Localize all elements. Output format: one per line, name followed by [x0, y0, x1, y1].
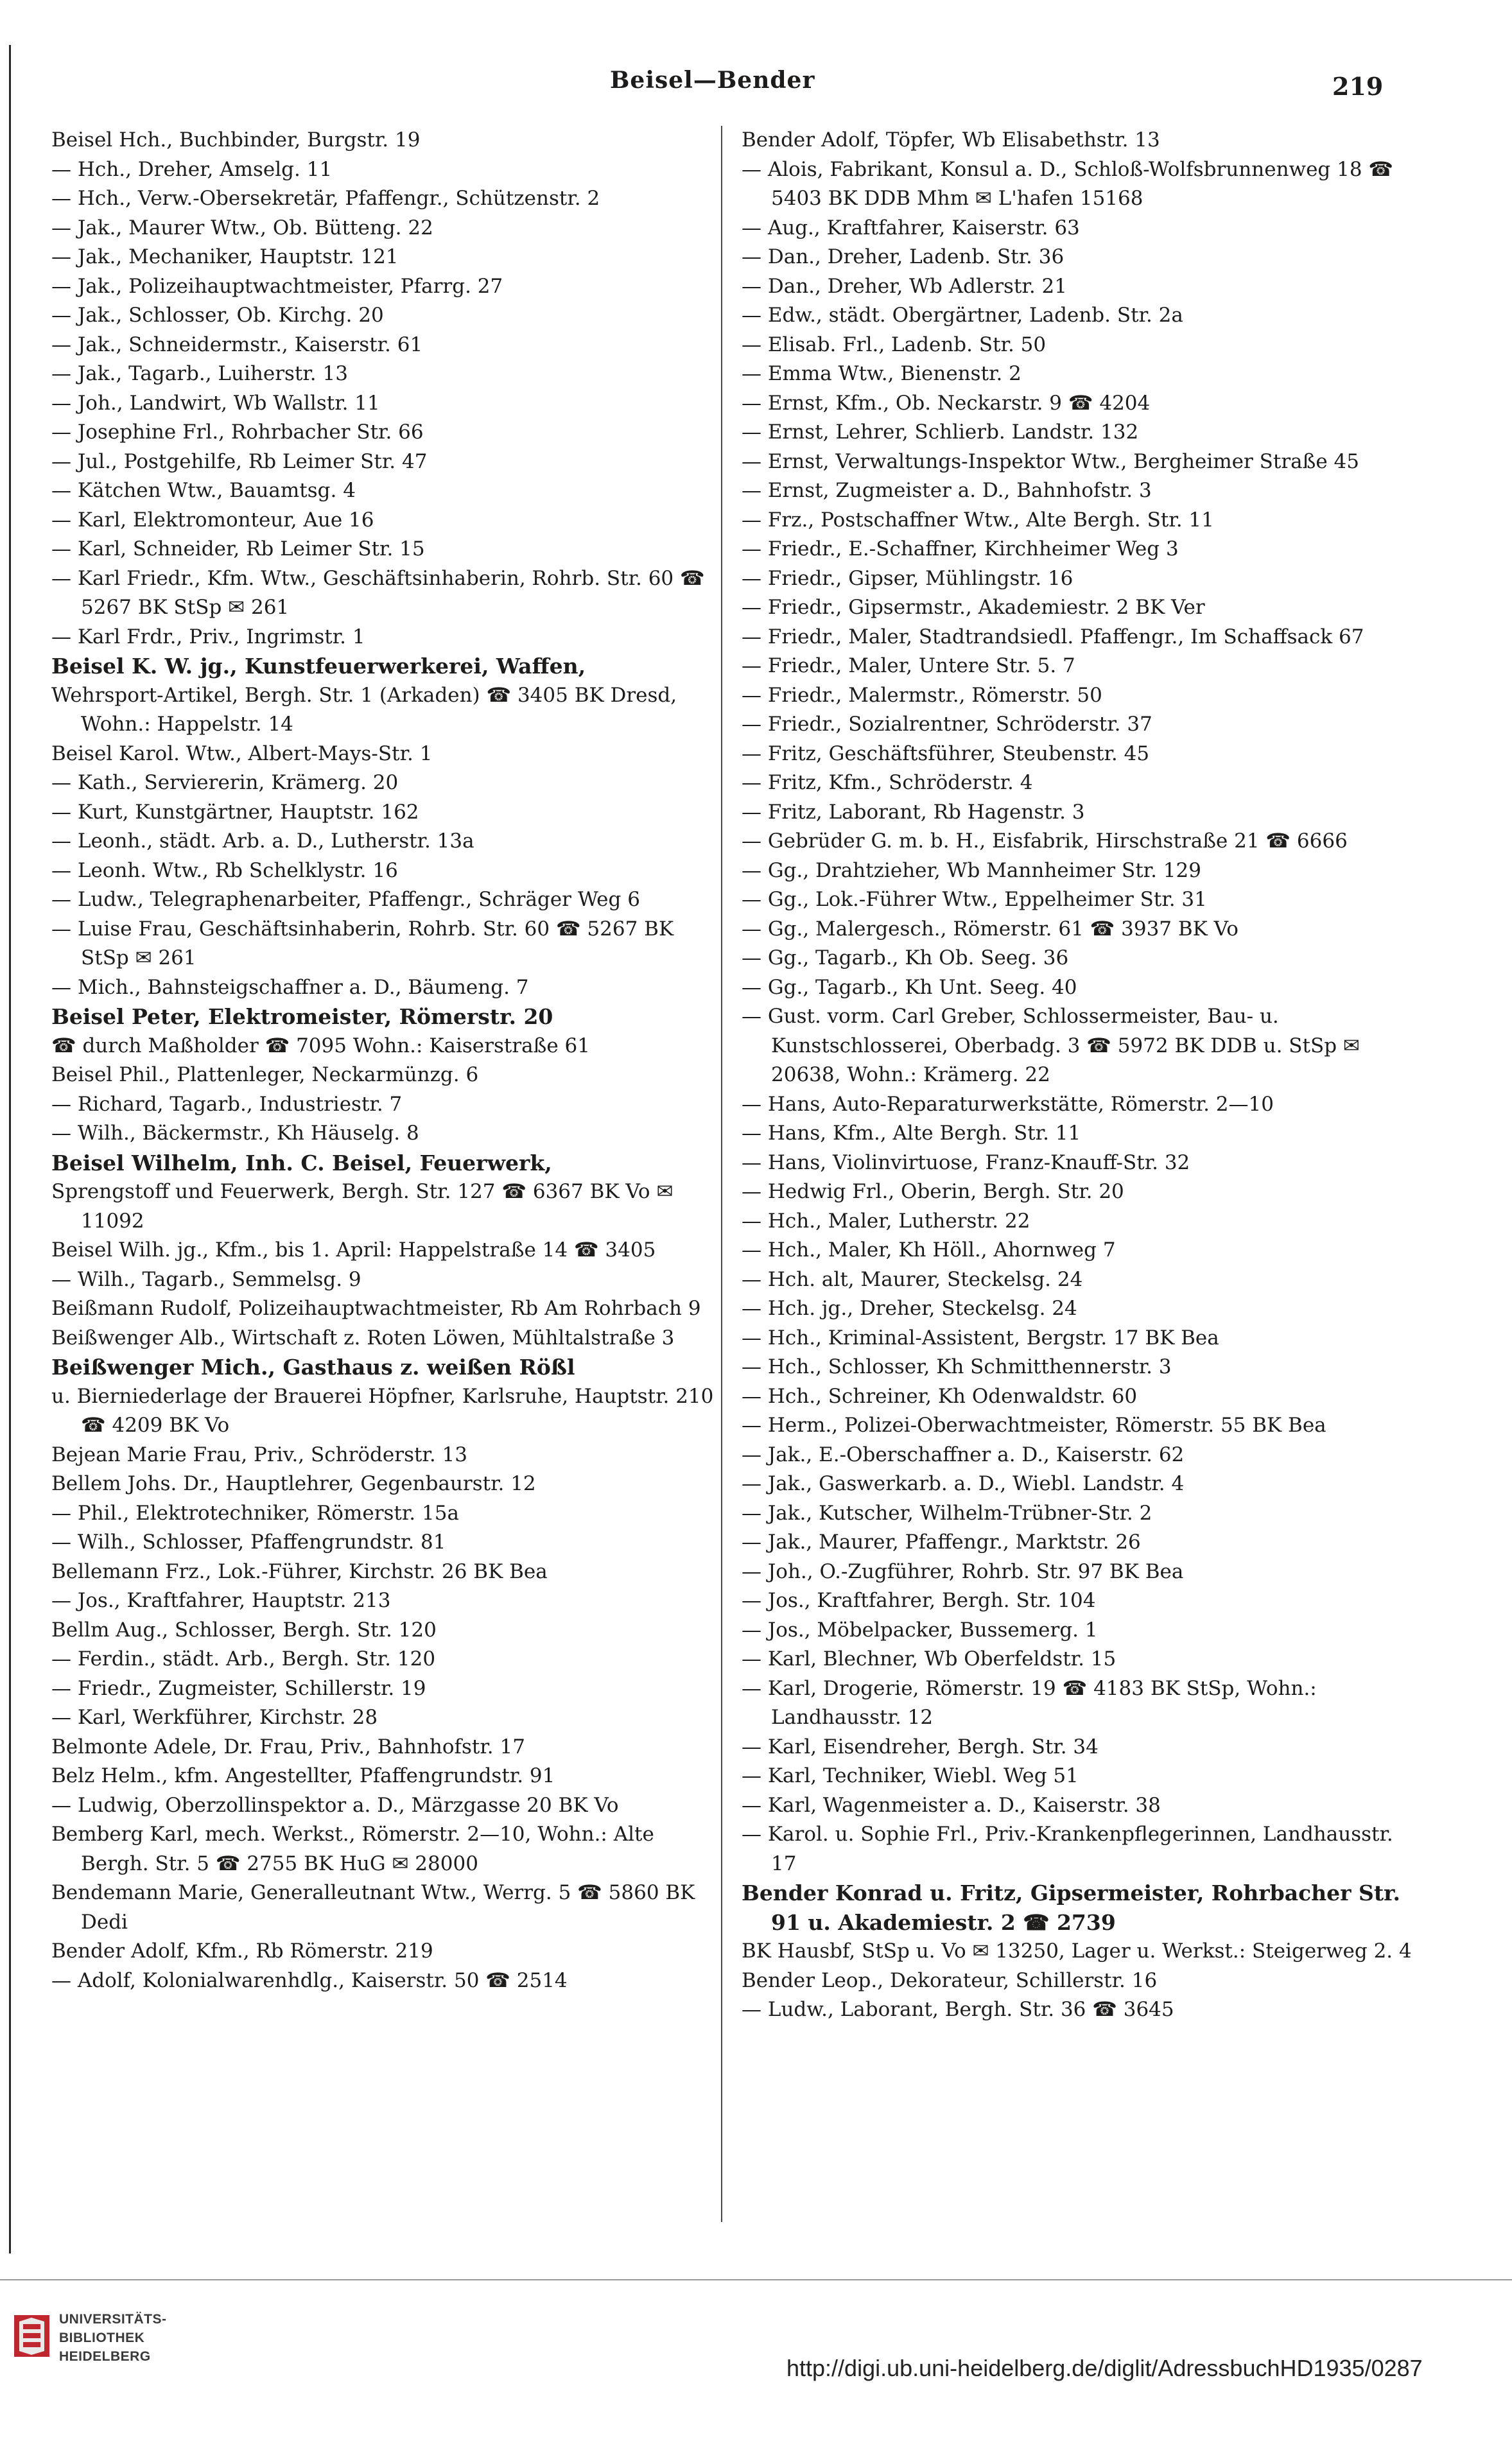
directory-entry: — Hch. jg., Dreher, Steckelsg. 24 [742, 1297, 1077, 1320]
left-column [51, 126, 722, 2244]
directory-entry: — Kath., Serviererin, Krämerg. 20 [51, 771, 399, 794]
directory-entry: Beisel Wilhelm, Inh. C. Beisel, Feuerwerk, [51, 1150, 552, 1176]
directory-entry: — Gg., Malergesch., Römerstr. 61 ☎ 3937 BK Vo [742, 917, 1238, 941]
directory-entry: — Hans, Violinvirtuose, Franz-Knauff-Str. 32 [742, 1150, 1190, 1174]
directory-entry: — Jos., Möbelpacker, Bussemerg. 1 [742, 1618, 1098, 1642]
directory-entry: — Friedr., Gipsermstr., Akademiestr. 2 BK Ver [742, 596, 1205, 619]
directory-entry: — Leonh., städt. Arb. a. D., Lutherstr. 13a [51, 829, 474, 853]
directory-entry: Beißwenger Mich., Gasthaus z. weißen Rößl [51, 1355, 575, 1380]
directory-entry: Bender Adolf, Kfm., Rb Römerstr. 219 [51, 1940, 433, 1963]
directory-entry: — Friedr., Malermstr., Römerstr. 50 [742, 683, 1102, 707]
directory-entry: — Hch., Maler, Lutherstr. 22 [742, 1209, 1030, 1233]
directory-entry: — Kätchen Wtw., Bauamtsg. 4 [51, 479, 356, 502]
directory-entry: — Gg., Drahtzieher, Wb Mannheimer Str. 129 [742, 858, 1201, 882]
directory-entry: — Fritz, Kfm., Schröderstr. 4 [742, 771, 1033, 794]
directory-entry: — Jos., Kraftfahrer, Bergh. Str. 104 [742, 1589, 1096, 1612]
running-head: Beisel—Bender [610, 67, 815, 94]
directory-entry: u. Bierniederlage der Brauerei Höpfner, Karlsruhe, Hauptstr. 210 ☎ 4209 BK Vo [51, 1384, 714, 1437]
directory-entry: Beisel Karol. Wtw., Albert-Mays-Str. 1 [51, 742, 433, 765]
directory-entry: — Gg., Tagarb., Kh Unt. Seeg. 40 [742, 975, 1077, 999]
directory-entry: — Jak., Tagarb., Luiherstr. 13 [51, 362, 348, 385]
footer-rule [0, 2279, 1512, 2280]
directory-entry: — Karl, Drogerie, Römerstr. 19 ☎ 4183 BK StSp, Wohn.: Landhausstr. 12 [742, 1676, 1317, 1729]
directory-entry: — Gg., Lok.-Führer Wtw., Eppelheimer Str. 31 [742, 888, 1207, 911]
directory-entry: — Aug., Kraftfahrer, Kaiserstr. 63 [742, 216, 1080, 239]
directory-entry: — Kurt, Kunstgärtner, Hauptstr. 162 [51, 800, 419, 824]
directory-entry: — Friedr., Zugmeister, Schillerstr. 19 [51, 1676, 426, 1700]
directory-entry: — Wilh., Tagarb., Semmelsg. 9 [51, 1267, 361, 1291]
directory-entry: — Jak., Maurer, Pfaffengr., Marktstr. 26 [742, 1531, 1141, 1554]
directory-entry: — Ernst, Lehrer, Schlierb. Landstr. 132 [742, 421, 1139, 444]
directory-entry: — Edw., städt. Obergärtner, Ladenb. Str. 2a [742, 304, 1183, 327]
directory-entry: — Ludw., Telegraphenarbeiter, Pfaffengr., Schräger Weg 6 [51, 888, 640, 911]
directory-entry: — Karl, Wagenmeister a. D., Kaiserstr. 38 [742, 1793, 1161, 1817]
directory-entry: — Hedwig Frl., Oberin, Bergh. Str. 20 [742, 1180, 1124, 1203]
directory-entry: — Hch., Maler, Kh Höll., Ahornweg 7 [742, 1238, 1116, 1262]
directory-entry: — Hch., Schlosser, Kh Schmitthennerstr. 3 [742, 1355, 1172, 1378]
directory-entry: — Joh., O.-Zugführer, Rohrb. Str. 97 BK Bea [742, 1559, 1184, 1583]
directory-entry: Bender Leop., Dekorateur, Schillerstr. 16 [742, 1968, 1158, 1992]
directory-entry: — Josephine Frl., Rohrbacher Str. 66 [51, 421, 424, 444]
directory-entry: — Emma Wtw., Bienenstr. 2 [742, 362, 1021, 385]
directory-entry: — Friedr., E.-Schaffner, Kirchheimer Weg 3 [742, 537, 1179, 560]
directory-entry: Bellm Aug., Schlosser, Bergh. Str. 120 [51, 1618, 437, 1642]
directory-entry: — Hch., Kriminal-Assistent, Bergstr. 17 BK Bea [742, 1326, 1219, 1350]
directory-entry: — Gust. vorm. Carl Greber, Schlossermeister, Bau- u. Kunstschlosserei, Oberbadg. 3 ☎ 5972 BK DDB u. StSp ✉ 20638, Wohn.: Krämerg. 22 [742, 1005, 1360, 1086]
directory-entry: — Karol. u. Sophie Frl., Priv.-Krankenpflegerinnen, Landhausstr. 17 [742, 1823, 1393, 1875]
directory-entry: — Karl, Eisendreher, Bergh. Str. 34 [742, 1735, 1099, 1758]
directory-entry: — Joh., Landwirt, Wb Wallstr. 11 [51, 391, 380, 415]
directory-entry: — Hch., Verw.-Obersekretär, Pfaffengr., Schützenstr. 2 [51, 187, 600, 210]
directory-entry: — Jak., E.-Oberschaffner a. D., Kaiserstr. 62 [742, 1443, 1185, 1466]
directory-entry: — Frz., Postschaffner Wtw., Alte Bergh. Str. 11 [742, 508, 1214, 532]
directory-entry: — Karl, Werkführer, Kirchstr. 28 [51, 1706, 378, 1729]
directory-entry: Beisel Phil., Plattenleger, Neckarmünzg. 6 [51, 1063, 479, 1086]
directory-entry: Beisel Hch., Buchbinder, Burgstr. 19 [51, 128, 421, 152]
directory-entry: Beisel Wilh. jg., Kfm., bis 1. April: Happelstraße 14 ☎ 3405 [51, 1238, 656, 1262]
source-url-link[interactable]: http://digi.ub.uni-heidelberg.de/diglit/AdressbuchHD1935/0287 [786, 2355, 1423, 2381]
directory-entry: Bellem Johs. Dr., Hauptlehrer, Gegenbaurstr. 12 [51, 1472, 536, 1495]
directory-entry: Belmonte Adele, Dr. Frau, Priv., Bahnhofstr. 17 [51, 1735, 525, 1758]
directory-entry: — Gebrüder G. m. b. H., Eisfabrik, Hirschstraße 21 ☎ 6666 [742, 829, 1348, 853]
directory-entry: — Gg., Tagarb., Kh Ob. Seeg. 36 [742, 946, 1069, 969]
directory-entry: — Ludw., Laborant, Bergh. Str. 36 ☎ 3645 [742, 1998, 1174, 2021]
directory-entry: — Ernst, Verwaltungs-Inspektor Wtw., Bergheimer Straße 45 [742, 449, 1359, 473]
directory-entry: Beißmann Rudolf, Polizeihauptwachtmeister, Rb Am Rohrbach 9 [51, 1297, 701, 1320]
directory-entry: — Elisab. Frl., Ladenb. Str. 50 [742, 333, 1047, 356]
library-seal-icon [14, 2315, 49, 2357]
directory-entry: — Friedr., Sozialrentner, Schröderstr. 37 [742, 713, 1152, 736]
directory-entry: Sprengstoff und Feuerwerk, Bergh. Str. 127 ☎ 6367 BK Vo ✉ 11092 [51, 1180, 673, 1233]
directory-entry: — Friedr., Maler, Untere Str. 5. 7 [742, 654, 1075, 677]
directory-entry: — Jak., Gaswerkarb. a. D., Wiebl. Landstr. 4 [742, 1472, 1185, 1495]
directory-entry: — Hch. alt, Maurer, Steckelsg. 24 [742, 1267, 1083, 1291]
directory-entry: — Jak., Schlosser, Ob. Kirchg. 20 [51, 304, 384, 327]
library-name-line: UNIVERSITÄTS- [59, 2312, 167, 2327]
directory-entry: — Mich., Bahnsteigschaffner a. D., Bäumeng. 7 [51, 975, 529, 999]
directory-entry: — Hans, Kfm., Alte Bergh. Str. 11 [742, 1122, 1081, 1145]
directory-entry: Bender Konrad u. Fritz, Gipsermeister, Rohrbacher Str. 91 u. Akademiestr. 2 ☎ 2739 [742, 1880, 1400, 1935]
directory-entry: — Friedr., Maler, Stadtrandsiedl. Pfaffengr., Im Schaffsack 67 [742, 625, 1364, 648]
directory-entry: Bejean Marie Frau, Priv., Schröderstr. 13 [51, 1443, 468, 1466]
directory-entry: — Wilh., Schlosser, Pfaffengrundstr. 81 [51, 1531, 446, 1554]
right-column [742, 126, 1412, 2244]
directory-entry: Beißwenger Alb., Wirtschaft z. Roten Löwen, Mühltalstraße 3 [51, 1326, 675, 1350]
directory-entry: — Adolf, Kolonialwarenhdlg., Kaiserstr. 50 ☎ 2514 [51, 1968, 568, 1992]
directory-entry: — Karl, Elektromonteur, Aue 16 [51, 508, 374, 532]
directory-entry: — Fritz, Laborant, Rb Hagenstr. 3 [742, 800, 1085, 824]
directory-entry: Beisel K. W. jg., Kunstfeuerwerkerei, Waffen, [51, 654, 586, 679]
directory-entry: — Dan., Dreher, Ladenb. Str. 36 [742, 245, 1064, 268]
directory-entry: — Ernst, Kfm., Ob. Neckarstr. 9 ☎ 4204 [742, 391, 1151, 415]
directory-entry: Bemberg Karl, mech. Werkst., Römerstr. 2—10, Wohn.: Alte Bergh. Str. 5 ☎ 2755 BK HuG ✉ 28000 [51, 1823, 654, 1875]
directory-entry: — Jak., Polizeihauptwachtmeister, Pfarrg. 27 [51, 274, 503, 298]
directory-entry: — Luise Frau, Geschäftsinhaberin, Rohrb. Str. 60 ☎ 5267 BK StSp ✉ 261 [51, 917, 674, 969]
directory-entry: — Jos., Kraftfahrer, Hauptstr. 213 [51, 1589, 391, 1612]
directory-entry: — Leonh. Wtw., Rb Schelklystr. 16 [51, 858, 398, 882]
directory-entry: — Karl, Blechner, Wb Oberfeldstr. 15 [742, 1647, 1117, 1671]
directory-entry: — Phil., Elektrotechniker, Römerstr. 15a [51, 1501, 459, 1525]
directory-entry: — Ernst, Zugmeister a. D., Bahnhofstr. 3 [742, 479, 1152, 502]
library-name-line: HEIDELBERG [59, 2349, 151, 2364]
directory-entry: BK Hausbf, StSp u. Vo ✉ 13250, Lager u. Werkst.: Steigerweg 2. 4 [742, 1940, 1412, 1963]
directory-entry: — Karl, Schneider, Rb Leimer Str. 15 [51, 537, 425, 560]
directory-entry: Bender Adolf, Töpfer, Wb Elisabethstr. 13 [742, 128, 1160, 152]
library-logo[interactable] [14, 2310, 207, 2413]
library-name-line: BIBLIOTHEK [59, 2331, 145, 2345]
directory-entry: — Dan., Dreher, Wb Adlerstr. 21 [742, 274, 1067, 298]
directory-entry: — Hch., Dreher, Amselg. 11 [51, 157, 333, 181]
directory-entry: — Fritz, Geschäftsführer, Steubenstr. 45 [742, 742, 1150, 765]
page-edge-rule [9, 45, 11, 2253]
directory-entry: — Richard, Tagarb., Industriestr. 7 [51, 1092, 403, 1116]
directory-entry: — Hans, Auto-Reparaturwerkstätte, Römerstr. 2—10 [742, 1092, 1274, 1116]
directory-entry: — Jak., Mechaniker, Hauptstr. 121 [51, 245, 399, 268]
directory-entry: Belz Helm., kfm. Angestellter, Pfaffengrundstr. 91 [51, 1764, 555, 1787]
directory-entry: — Ludwig, Oberzollinspektor a. D., Märzgasse 20 BK Vo [51, 1793, 619, 1817]
directory-entry: ☎ durch Maßholder ☎ 7095 Wohn.: Kaiserstraße 61 [51, 1034, 590, 1057]
directory-entry: — Jak., Kutscher, Wilhelm-Trübner-Str. 2 [742, 1501, 1152, 1525]
directory-entry: — Karl, Techniker, Wiebl. Weg 51 [742, 1764, 1079, 1787]
directory-entry: — Friedr., Gipser, Mühlingstr. 16 [742, 566, 1073, 590]
directory-entry: Bendemann Marie, Generalleutnant Wtw., Werrg. 5 ☎ 5860 BK Dedi [51, 1881, 695, 1934]
directory-entry: — Ferdin., städt. Arb., Bergh. Str. 120 [51, 1647, 436, 1671]
directory-entry: — Alois, Fabrikant, Konsul a. D., Schloß-Wolfsbrunnenweg 18 ☎ 5403 BK DDB Mhm ✉ L'hafen 15168 [742, 157, 1394, 210]
directory-entry: Wehrsport-Artikel, Bergh. Str. 1 (Arkaden) ☎ 3405 BK Dresd, Wohn.: Happelstr. 14 [51, 683, 677, 736]
directory-entry: — Jul., Postgehilfe, Rb Leimer Str. 47 [51, 449, 428, 473]
directory-entry: — Jak., Maurer Wtw., Ob. Bütteng. 22 [51, 216, 433, 239]
directory-entry: — Karl Frdr., Priv., Ingrimstr. 1 [51, 625, 365, 648]
directory-entry: — Herm., Polizei-Oberwachtmeister, Römerstr. 55 BK Bea [742, 1414, 1326, 1437]
library-name [59, 2310, 213, 2366]
directory-entry: — Hch., Schreiner, Kh Odenwaldstr. 60 [742, 1384, 1138, 1408]
directory-entry: Beisel Peter, Elektromeister, Römerstr. 20 [51, 1004, 553, 1029]
column-divider [721, 126, 722, 2222]
directory-entry: — Wilh., Bäckermstr., Kh Häuselg. 8 [51, 1122, 419, 1145]
page-number: 219 [1332, 72, 1384, 101]
directory-entry: Bellemann Frz., Lok.-Führer, Kirchstr. 26 BK Bea [51, 1559, 548, 1583]
directory-entry: — Karl Friedr., Kfm. Wtw., Geschäftsinhaberin, Rohrb. Str. 60 ☎ 5267 BK StSp ✉ 261 [51, 566, 705, 619]
directory-entry: — Jak., Schneidermstr., Kaiserstr. 61 [51, 333, 423, 356]
